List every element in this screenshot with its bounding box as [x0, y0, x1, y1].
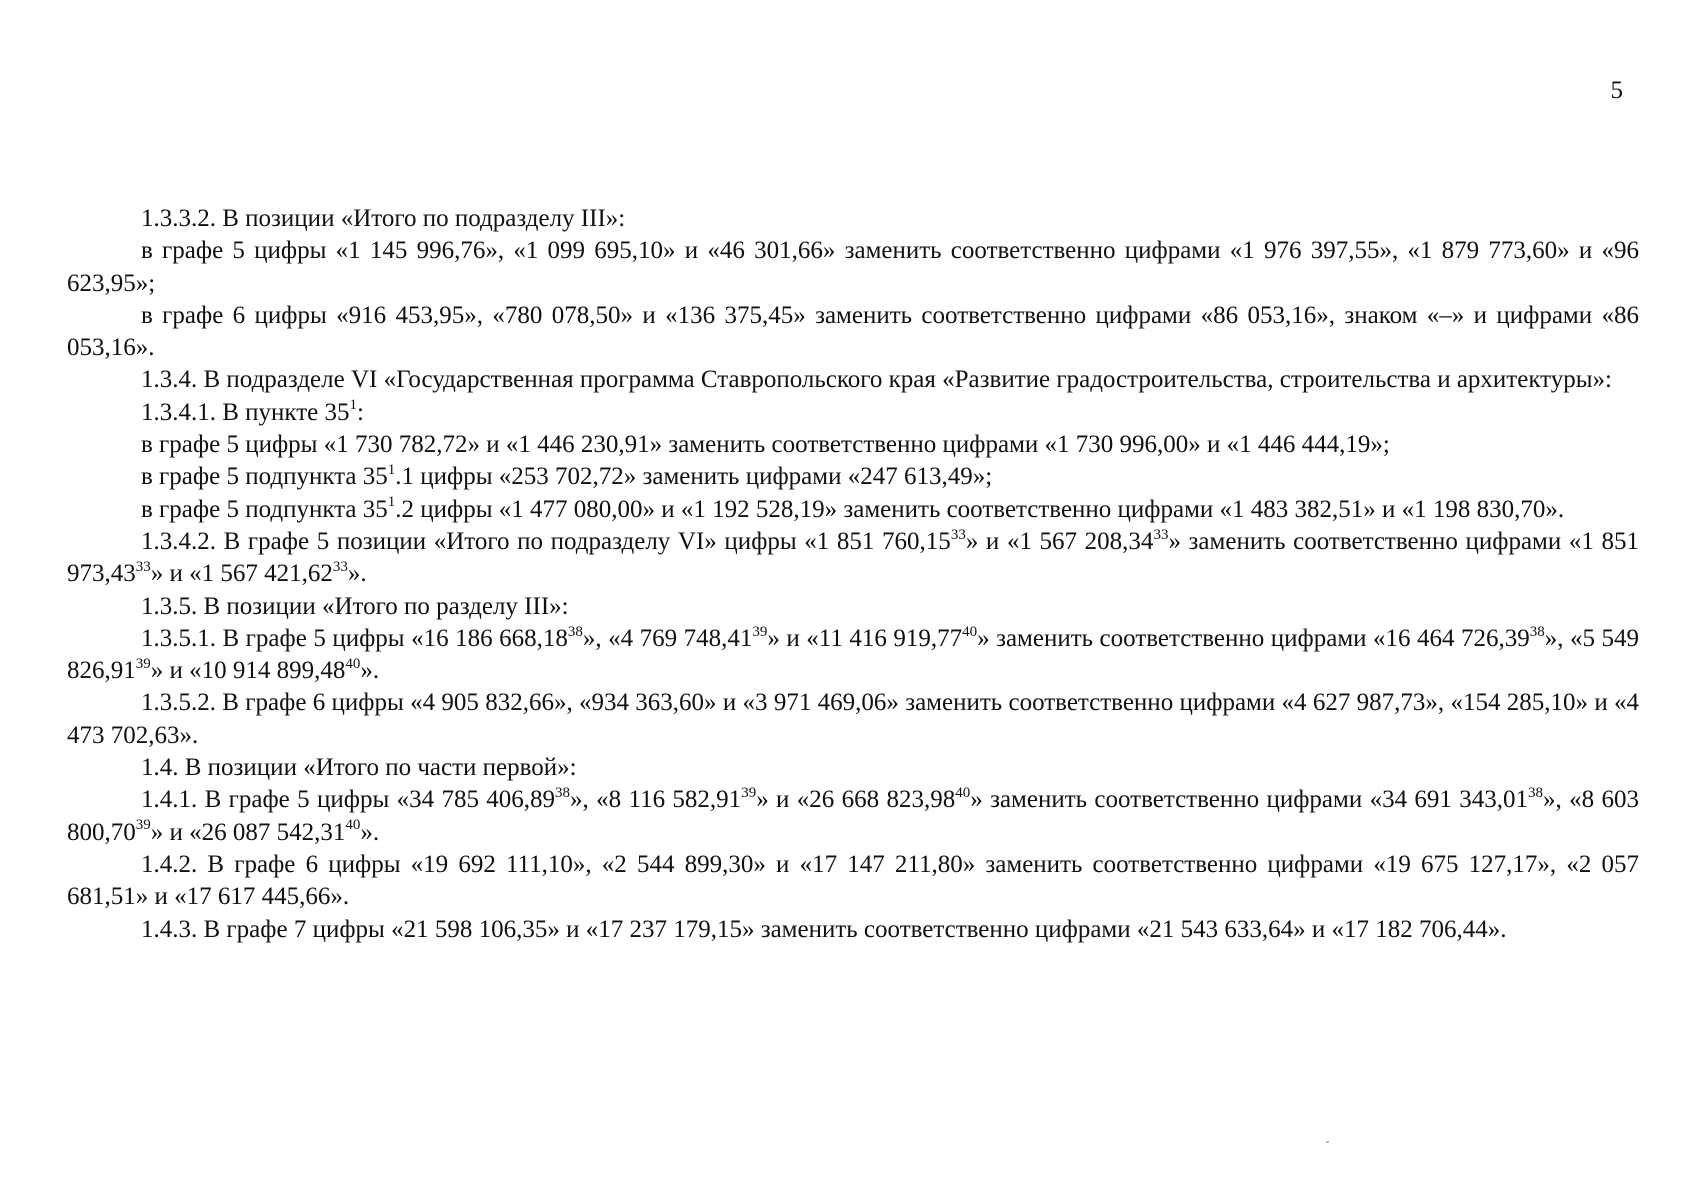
footnote-marker: 1 — [387, 462, 396, 479]
footnote-marker: 33 — [1153, 526, 1169, 543]
page-number: 5 — [1610, 77, 1623, 104]
paragraph-1-3-5: 1.3.5. В позиции «Итого по разделу III»: — [141, 592, 569, 620]
paragraph-1-3-5-2: 1.3.5.2. В графе 6 цифры «4 905 832,66», «934 363,60» и «3 971 469,06» заменить соответственно цифрами «4 627 987,73», «154 285,10» и «4 473 702,63». — [67, 689, 1639, 749]
footnote-marker: 40 — [345, 817, 361, 834]
footnote-marker: 1 — [387, 494, 396, 511]
paragraph-1-4-1: 1.4.1. В графе 5 цифры «34 785 406,89$^{38}$», «8 116 582,91$^{39}$» и «26 668 823,98$^{40}$» заменить соответственно цифрами «34 691 343,01$^{38}$», «8 603 800,70$^{39}$» и «26 087 542,31$^{40}$». — [67, 785, 1640, 846]
footnote-marker: 38 — [1528, 785, 1544, 802]
footnote-marker: 39 — [135, 817, 151, 834]
footnote-marker: 39 — [741, 785, 757, 802]
paragraph-1-4-2: 1.4.2. В графе 6 цифры «19 692 111,10», «2 544 899,30» и «17 147 211,80» заменить соответственно цифрами «19 675 127,17», «2 057 681,51» и «17 617 445,66». — [67, 850, 1639, 911]
footnote-marker: 40 — [962, 623, 978, 640]
footnote-marker: 39 — [752, 623, 768, 640]
document-body — [67, 203, 1639, 946]
paragraph-1-3-3-2: 1.3.3.2. В позиции «Итого по подразделу III»: — [141, 205, 626, 232]
footnote-marker: 33 — [332, 558, 348, 575]
paragraph-item35-column5: в графе 5 цифры «1 730 782,72» и «1 446 230,91» заменить соответственно цифрами «1 730 996,00» и «1 446 444,19»; — [141, 431, 1390, 459]
footnote-marker: 33 — [950, 526, 966, 543]
footnote-marker: 38 — [567, 623, 583, 640]
paragraph-column6-subsection3: в графе 6 цифры «916 453,95», «780 078,50» и «136 375,45» заменить соответственно цифрами «86 053,16», знаком «–» и цифрами «86 053,16». — [67, 301, 1639, 362]
paragraph-1-3-5-1: 1.3.5.1. В графе 5 цифры «16 186 668,18$^{38}$», «4 769 748,41$^{39}$» и «11 416 919,77$^{40}$» заменить соответственно цифрами «16 464 726,39$^{38}$», «5 549 826,91$^{39}$» и «10 914 899,48$^{40}$». — [67, 623, 1640, 685]
scan-speck — [1326, 1141, 1329, 1143]
paragraph-1-3-4: 1.3.4. В подразделе VI «Государственная программа Ставропольского края «Развитие градостроительства, строительства и архитектуры»: — [141, 366, 1612, 394]
paragraph-subitem35-1: в графе 5 подпункта $35^1.1$ цифры «253 702,72» заменить цифрами «247 613,49»; — [141, 462, 993, 491]
footnote-marker: 38 — [555, 785, 571, 802]
paragraph-1-3-4-1: 1.3.4.1. В пункте $35^1$: — [141, 397, 364, 426]
footnote-marker: 40 — [345, 655, 361, 672]
paragraph-column5-subsection3: в графе 5 цифры «1 145 996,76», «1 099 695,10» и «46 301,66» заменить соответственно цифрами «1 976 397,55», «1 879 773,60» и «96 623,95»; — [67, 237, 1639, 297]
paragraph-1-3-4-2: 1.3.4.2. В графе 5 позиции «Итого по подразделу VI» цифры «1 851 760,15$^{33}$» и «1 567 208,34$^{33}$» заменить соответственно цифрами «1 851 973,43$^{33}$» и «1 567 421,62$^{33}$». — [67, 526, 1639, 588]
footnote-marker: 38 — [1529, 623, 1545, 640]
footnote-marker: 33 — [135, 558, 151, 575]
footnote-marker: 40 — [955, 785, 971, 802]
footnote-marker: 1 — [349, 397, 358, 414]
footnote-marker: 39 — [135, 655, 151, 672]
paragraph-subitem35-2: в графе 5 подпункта $35^1.2$ цифры «1 477 080,00» и «1 192 528,19» заменить соответственно цифрами «1 483 382,51» и «1 198 830,70». — [141, 494, 1565, 523]
paragraph-1-4: 1.4. В позиции «Итого по части первой»: — [141, 754, 577, 782]
paragraph-1-4-3: 1.4.3. В графе 7 цифры «21 598 106,35» и «17 237 179,15» заменить соответственно цифрами «21 543 633,64» и «17 182 706,44». — [141, 915, 1507, 943]
